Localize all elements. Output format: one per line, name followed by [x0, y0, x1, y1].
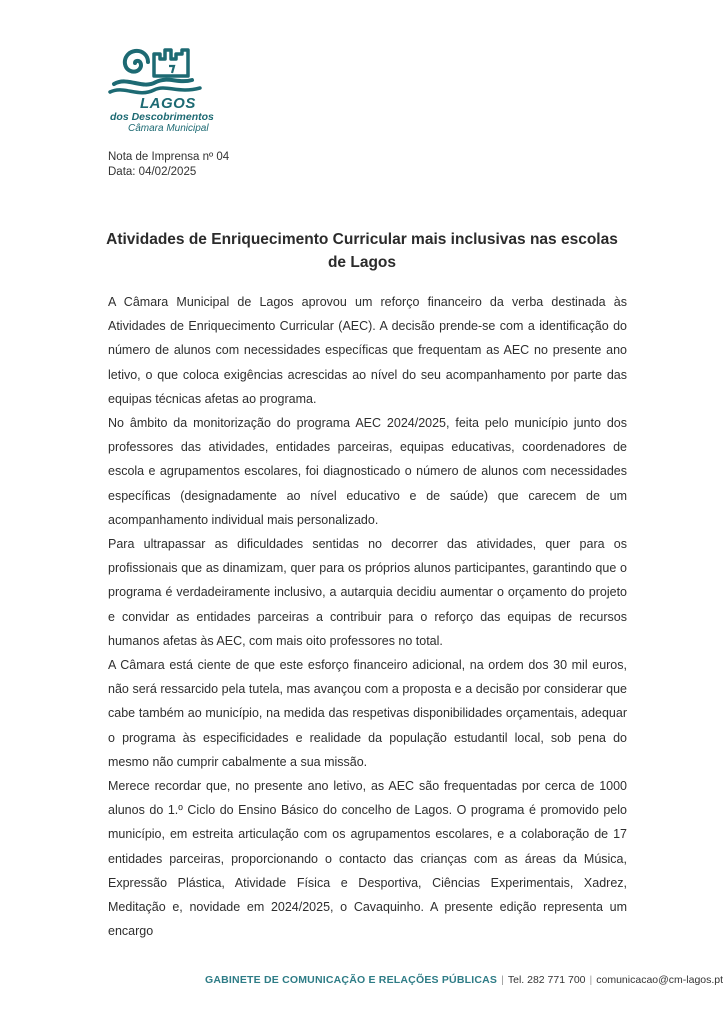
footer-separator: | [589, 974, 593, 986]
press-date: Data: 04/02/2025 [108, 166, 197, 178]
paragraph-4: A Câmara está ciente de que este esforço financeiro adicional, na ordem dos 30 mil euros, não será ressarcido pela tutela, mas avançou com a proposta e a decisão por considerar que cabe também ao município, na medida das respetivas disponibilidades orçamentais, adequar o programa às especificidades e realidade da população estudantil local, sob pena do mesmo não cumprir cabalmente a sua missão. [108, 658, 627, 769]
paragraph-5: Merece recordar que, no presente ano letivo, as AEC são frequentadas por cerca de 1000 alunos do 1.º Ciclo do Ensino Básico do concelho de Lagos. O programa é promovido pelo município, em estreita articulação com os agrupamentos escolares, e a colaboração de 17 entidades parceiras, proporcionando o contacto das crianças com as áreas da Música, Expressão Plástica, Atividade Física e Desportiva, Ciências Experimentais, Xadrez, Meditação e, novidade em 2024/2025, o Cavaquinho. A presente edição representa um encargo [108, 779, 627, 939]
logo-lagos: LAGOS [140, 95, 196, 112]
logo-wordmark [108, 96, 228, 134]
footer-department: GABINETE DE COMUNICAÇÃO E RELAÇÕES PÚBLICAS [205, 974, 498, 986]
page-footer [205, 974, 723, 986]
paragraph-3: Para ultrapassar as dificuldades sentidas no decorrer das atividades, quer para os profissionais que as dinamizam, quer para os próprios alunos participantes, garantindo que o programa é verdadeiramente inclusivo, a autarquia decidiu aumentar o orçamento do projeto e convidar as entidades parceiras a contribuir para o reforço das equipas de recursos humanos afetas às AEC, com mais oito professores no total. [108, 537, 627, 648]
press-note-number: Nota de Imprensa nº 04 [108, 151, 230, 163]
footer-phone: Tel. 282 771 700 [507, 974, 586, 986]
paragraph-2: No âmbito da monitorização do programa AEC 2024/2025, feita pelo município junto dos professores das atividades, entidades parceiras, equipas educativas, coordenadores de escola e agrupamentos escolares, foi diagnosticado o número de alunos com necessidades específicas (designadamente ao nível educativo e de saúde) que carecem de um acompanhamento individual mais personalizado. [108, 416, 627, 527]
paragraph-1: A Câmara Municipal de Lagos aprovou um reforço financeiro da verba destinada às Atividades de Enriquecimento Curricular (AEC). A decisão prende-se com a identificação do número de alunos com necessidades específicas que frequentam as AEC no presente ano letivo, o que coloca exigências acrescidas ao nível do seu acompanhamento por parte das equipas técnicas afetas ao programa. [108, 295, 627, 406]
page-title: Atividades de Enriquecimento Curricular mais inclusivas nas escolas de Lagos [106, 231, 618, 271]
footer-email[interactable]: comunicacao@cm-lagos.pt [596, 974, 724, 986]
press-body [108, 290, 627, 943]
press-meta [108, 150, 229, 180]
logo-subtitle: dos Descobrimentos [110, 111, 214, 123]
footer-separator: | [501, 974, 504, 986]
logo-entity: Câmara Municipal [128, 122, 209, 134]
